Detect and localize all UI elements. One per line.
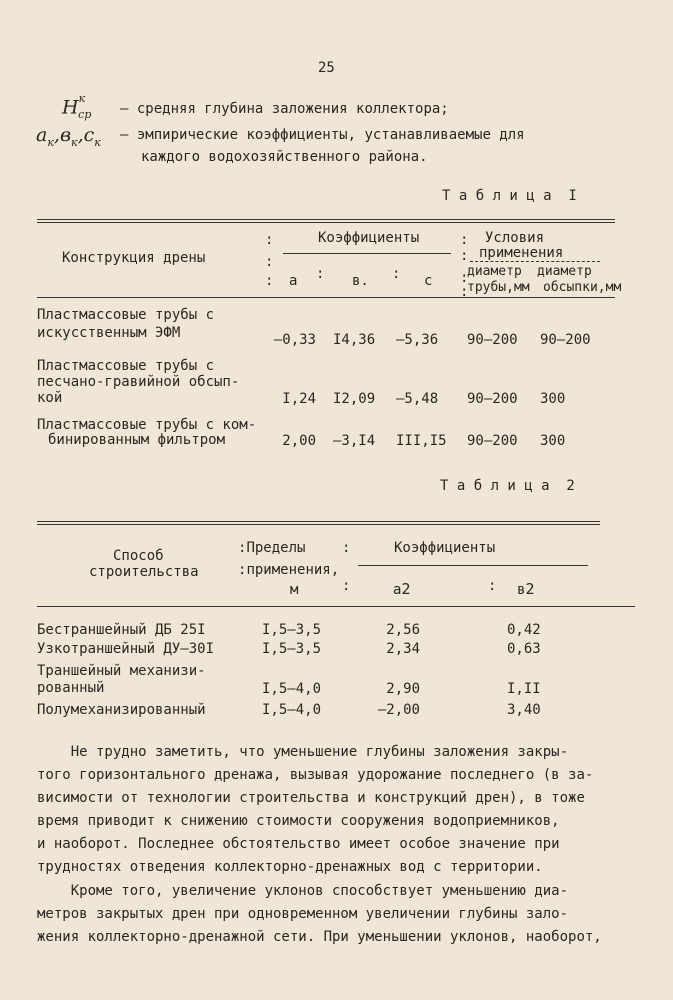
table1-cell-b: I2,09: [333, 391, 376, 407]
table1-cell-fill: 300: [540, 433, 566, 449]
table1-header-conditions-1: Условия: [485, 230, 545, 246]
paragraph-line: метров закрытых дрен при одновременном увеличении глубины зало-: [37, 906, 569, 922]
definition-2-cont: каждого водохозяйственного района.: [141, 149, 428, 165]
table2-cell-b2: 0,42: [507, 622, 541, 638]
col-sep: :: [342, 540, 351, 556]
table1-top-rule-2: [37, 222, 615, 223]
table1-header-fill-2: обсыпки,мм: [543, 280, 622, 295]
table1-cell-fill: 300: [540, 391, 566, 407]
table1-header-pipe-1: диаметр: [467, 264, 522, 279]
table2-cell-a2: –2,00: [377, 702, 420, 718]
col-sep: :: [265, 254, 274, 270]
table2-row-name: Траншейный механизи-: [37, 663, 206, 679]
table2-cell-b2: I,II: [507, 681, 541, 697]
paragraph-line: время приводит к снижению стоимости сооружения водоприемников,: [37, 813, 560, 829]
table2-row-name: Полумеханизированный: [37, 702, 206, 718]
paragraph-line: трудностях отведения коллекторно-дренажных вод с территории.: [37, 859, 543, 875]
table1-row-name: Пластмассовые трубы с: [37, 307, 215, 323]
paragraph-line: висимости от технологии строительства и конструкций дрен), в тоже: [37, 790, 585, 806]
col-sep: :: [460, 232, 469, 248]
definition-1: – средняя глубина заложения коллектора;: [120, 101, 449, 117]
table1-cell-c: –5,36: [396, 332, 439, 348]
table1-row-name: Пластмассовые трубы с ком-: [37, 417, 257, 433]
page-number: 25: [318, 60, 335, 76]
table1-cell-pipe: 90–200: [467, 391, 518, 407]
table1-header-construction: Конструкция дрены: [62, 250, 206, 266]
table2-header-limits-2: :применения,: [238, 562, 340, 578]
table1-cell-pipe: 90–200: [467, 332, 518, 348]
col-sep: :: [460, 270, 469, 286]
table1-top-rule: [37, 219, 615, 220]
table1-cond-rule: [470, 261, 600, 262]
table2-cell-limits: I,5–3,5: [262, 622, 322, 638]
table2-cell-limits: I,5–4,0: [262, 681, 322, 697]
table1-cell-c: III,I5: [396, 433, 447, 449]
table1-header-pipe-2: трубы,мм: [467, 280, 530, 295]
col-sep: :: [316, 266, 325, 282]
table1-header-rule: [37, 297, 615, 298]
definition-2: – эмпирические коэффициенты, устанавливаемые для: [120, 127, 525, 143]
table2-cell-b2: 0,63: [507, 641, 541, 657]
table2-header-b2: в2: [517, 580, 535, 598]
table2-header-method-2: строительства: [89, 564, 199, 580]
col-sep: :: [488, 578, 497, 594]
table1-row-name: кой: [37, 390, 63, 406]
table1-cell-fill: 90–200: [540, 332, 591, 348]
col-sep: :: [342, 578, 351, 594]
table2-coef-rule: [358, 565, 588, 566]
paragraph-line: того горизонтального дренажа, вызывая удорожание последнего (в за-: [37, 767, 594, 783]
table2-row-name: Бестраншейный ДБ 25I: [37, 622, 206, 638]
col-sep: :: [460, 284, 469, 300]
table2-cell-limits: I,5–4,0: [262, 702, 322, 718]
table1-header-a: а: [289, 273, 298, 289]
table2-top-rule-2: [37, 524, 600, 525]
table1-row-name: искусственным ЭФМ: [37, 325, 181, 341]
table2-header-limits-3: м: [290, 582, 299, 598]
table2-cell-limits: I,5–3,5: [262, 641, 322, 657]
table1-coef-rule: [283, 253, 451, 254]
table2-top-rule: [37, 521, 600, 522]
table1-cell-a: –0,33: [273, 332, 316, 348]
table1-row-name: Пластмассовые трубы с: [37, 358, 215, 374]
table1-caption: Т а б л и ц а I: [442, 188, 577, 204]
table1-header-coefficients: Коэффициенты: [318, 230, 420, 246]
table2-header-coefficients: Коэффициенты: [394, 540, 496, 556]
paragraph-line: Кроме того, увеличение уклонов способствует уменьшению диа-: [37, 883, 569, 899]
table1-header-fill-1: диаметр: [537, 264, 592, 279]
col-sep: :: [392, 266, 401, 282]
table2-header-a2: а2: [393, 580, 411, 598]
table1-header-conditions-2: применения: [479, 245, 564, 261]
symbol-h-cp: $H^к_{ср}$: [62, 92, 92, 122]
symbol-abc: $a_к,в_к,c_к$: [36, 124, 101, 149]
table2-row-name: рованный: [37, 680, 105, 696]
table2-cell-b2: 3,40: [507, 702, 541, 718]
table1-cell-c: –5,48: [396, 391, 439, 407]
paragraph-line: и наоборот. Последнее обстоятельство имеет особое значение при: [37, 836, 560, 852]
paragraph-line: Не трудно заметить, что уменьшение глубины заложения закры-: [37, 744, 569, 760]
table1-cell-a: 2,00: [282, 433, 316, 449]
table1-cell-b: I4,36: [333, 332, 376, 348]
table1-cell-b: –3,I4: [333, 433, 376, 449]
table1-row-name: бинированным фильтром: [48, 432, 226, 448]
table2-header-limits-1: :Пределы: [238, 540, 306, 556]
table2-caption: Т а б л и ц а 2: [440, 478, 575, 494]
col-sep: :: [460, 248, 469, 264]
table1-cell-pipe: 90–200: [467, 433, 518, 449]
table1-row-name: песчано-гравийной обсып-: [37, 374, 240, 390]
table2-cell-a2: 2,56: [386, 622, 420, 638]
table1-cell-a: I,24: [282, 391, 316, 407]
table2-cell-a2: 2,34: [386, 641, 420, 657]
table2-cell-a2: 2,90: [386, 681, 420, 697]
table1-header-c: с: [424, 273, 433, 289]
table2-row-name: Узкотраншейный ДУ–30I: [37, 641, 215, 657]
paragraph-line: жения коллекторно-дренажной сети. При уменьшении уклонов, наоборот,: [37, 929, 602, 945]
table2-header-rule: [37, 606, 635, 607]
col-sep: :: [265, 273, 274, 289]
table2-header-method-1: Способ: [113, 548, 164, 564]
col-sep: :: [265, 232, 274, 248]
table1-header-b: в.: [352, 273, 369, 289]
